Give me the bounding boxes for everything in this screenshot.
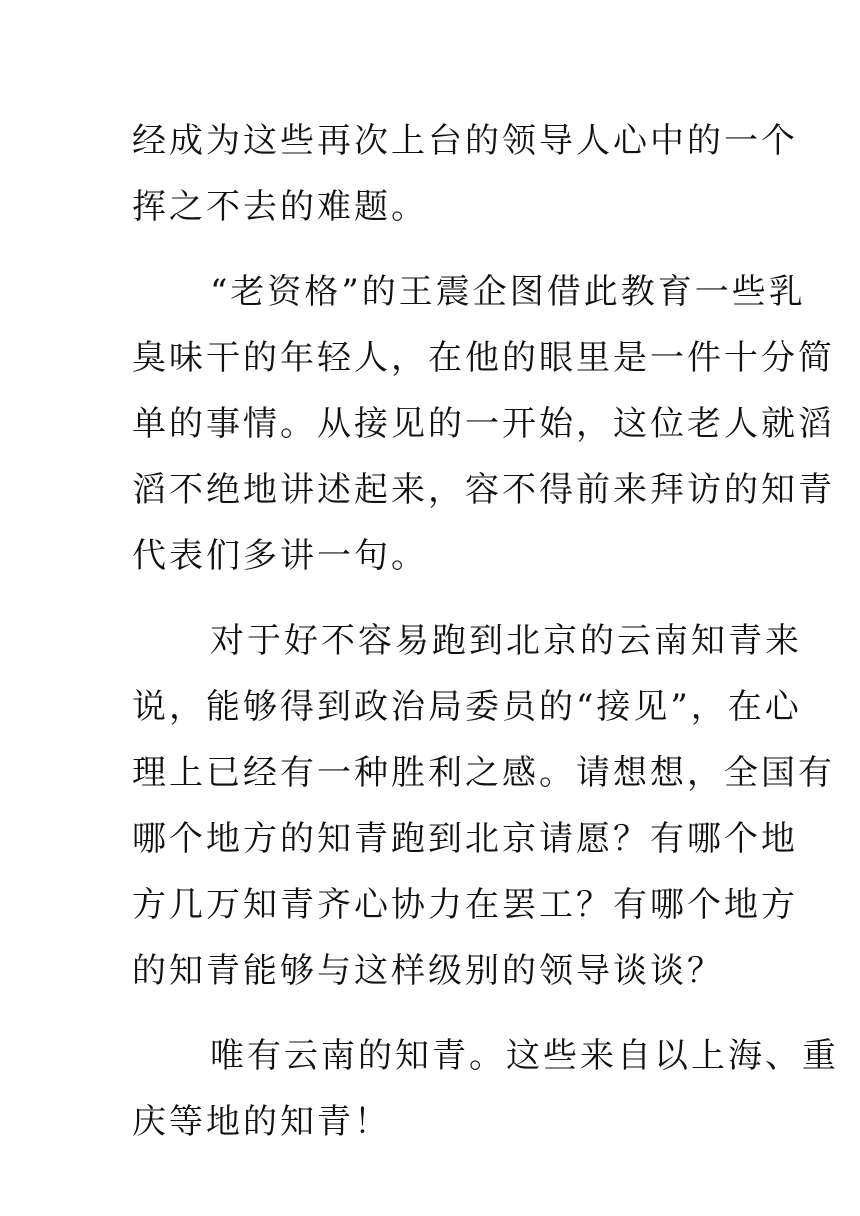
paragraph-first-line: 唯有云南的知青。这些来自以上海、重 <box>210 1036 839 1076</box>
paragraph-first-line: 对于好不容易跑到北京的云南知青来 <box>210 621 802 661</box>
text-line: 经成为这些再次上台的领导人心中的一个 <box>132 121 798 161</box>
text-line: 单的事情。从接见的一开始，这位老人就滔 <box>132 404 835 444</box>
text-line: 臭味干的年轻人，在他的眼里是一件十分简 <box>132 338 835 378</box>
text-line: 方几万知青齐心协力在罢工？有哪个地方 <box>132 885 798 925</box>
text-line: 的知青能够与这样级别的领导谈谈？ <box>132 951 724 991</box>
text-line: 挥之不去的难题。 <box>132 187 428 227</box>
text-line: 代表们多讲一句。 <box>132 536 428 576</box>
body-text <box>132 108 839 1155</box>
text-line: 说，能够得到政治局委员的“接见”，在心 <box>132 687 802 727</box>
text-line: 哪个地方的知青跑到北京请愿？有哪个地 <box>132 819 798 859</box>
text-line: 庆等地的知青！ <box>132 1102 391 1142</box>
text-line: 滔不绝地讲述起来，容不得前来拜访的知青 <box>132 470 835 510</box>
text-line: 理上已经有一种胜利之感。请想想，全国有 <box>132 753 835 793</box>
paragraph-first-line: “老资格”的王震企图借此教育一些乳 <box>210 272 806 312</box>
